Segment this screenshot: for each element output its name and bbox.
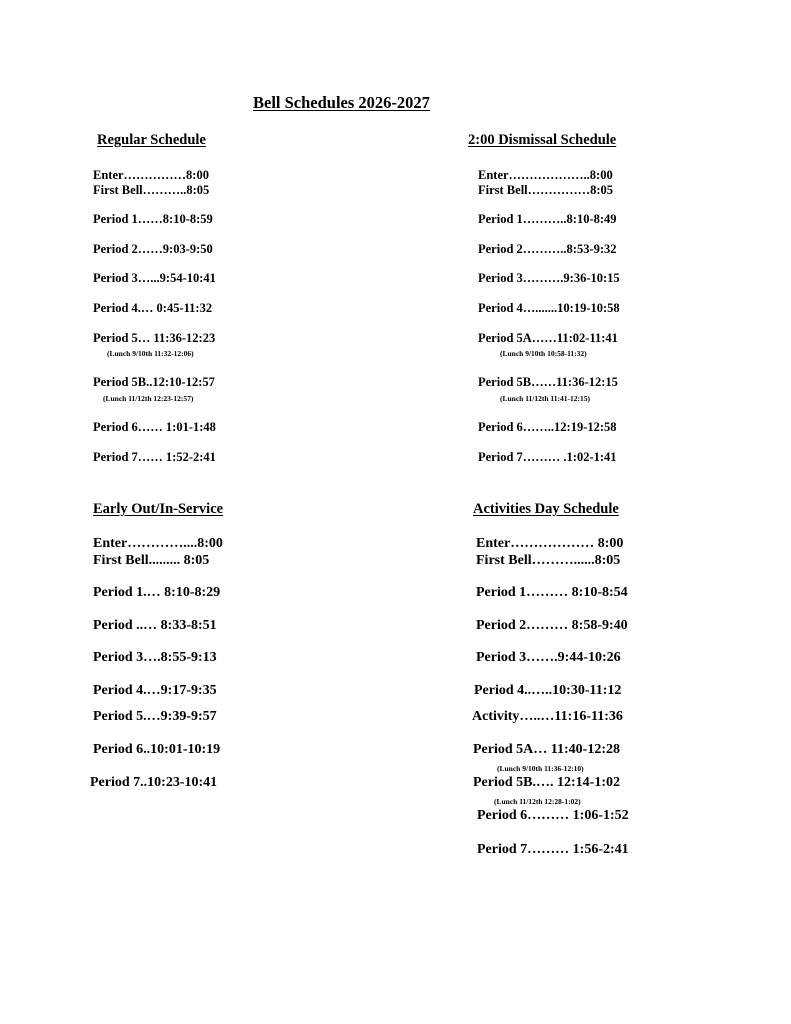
section-heading-dismissal: 2:00 Dismissal Schedule [468,132,617,148]
page-title: Bell Schedules 2026-2027 [253,93,430,112]
schedule-row: Period 6..10:01-10:19 [93,742,221,757]
schedule-row: Period ..… 8:33-8:51 [93,618,217,633]
schedule-row: Period 7……… 1:56-2:41 [477,842,629,857]
schedule-row: First Bell......... 8:05 [93,553,210,568]
schedule-row: Period 1.… 8:10-8:29 [93,585,221,600]
schedule-row: First Bell………......8:05 [476,553,621,568]
schedule-row: Period 4….......10:19-10:58 [478,301,620,315]
schedule-row: Enter…………....8:00 [93,536,223,551]
schedule-row: Period 2……… 8:58-9:40 [476,618,628,633]
schedule-row: First Bell………..8:05 [93,183,210,197]
schedule-row: Period 1………..8:10-8:49 [478,212,617,226]
lunch-note: (Lunch 9/10th 11:32-12:06) [107,349,194,358]
schedule-row: First Bell……………8:05 [478,183,614,197]
schedule-row: Period 3….8:55-9:13 [93,650,217,665]
schedule-row: Period 7..10:23-10:41 [90,775,218,790]
schedule-row: Period 1……8:10-8:59 [93,212,213,226]
schedule-row: Period 1……… 8:10-8:54 [476,585,628,600]
schedule-row: Period 5.…9:39-9:57 [93,709,217,724]
lunch-note: (Lunch 11/12th 12:28-1:02) [494,797,581,806]
schedule-row: Period 4.…9:17-9:35 [93,683,217,698]
schedule-row: Period 3…...9:54-10:41 [93,271,216,285]
schedule-row: Period 3……….9:36-10:15 [478,271,620,285]
schedule-row: Period 5A… 11:40-12:28 [473,742,620,757]
schedule-row: Period 2………..8:53-9:32 [478,242,617,256]
schedule-row: Period 6…… 1:01-1:48 [93,420,216,434]
schedule-row: Enter……………… 8:00 [476,536,624,551]
schedule-row: Period 5A……11:02-11:41 [478,331,618,345]
section-heading-early-out: Early Out/In-Service [93,501,224,517]
schedule-row: Period 5B..12:10-12:57 [93,375,215,389]
schedule-row: Period 5B……11:36-12:15 [478,375,618,389]
lunch-note: (Lunch 11/12th 12:23-12:57) [103,394,194,403]
lunch-note: (Lunch 11/12th 11:41-12:15) [500,394,591,403]
schedule-row: Period 7……… .1:02-1:41 [478,450,617,464]
lunch-note: (Lunch 9/10th 11:36-12:10) [497,764,584,773]
lunch-note: (Lunch 9/10th 10:58-11:32) [500,349,587,358]
schedule-row: Period 6……… 1:06-1:52 [477,808,629,823]
schedule-row: Period 4..…..10:30-11:12 [474,683,622,698]
schedule-row: Enter……………8:00 [93,168,209,182]
section-heading-regular: Regular Schedule [97,132,206,148]
schedule-row: Activity…..…11:16-11:36 [472,709,623,724]
schedule-row: Period 3…….9:44-10:26 [476,650,621,665]
schedule-row: Period 4.… 0:45-11:32 [93,301,213,315]
schedule-row: Period 5B.…. 12:14-1:02 [473,775,620,790]
schedule-row: Period 5… 11:36-12:23 [93,331,216,345]
schedule-row: Period 7…… 1:52-2:41 [93,450,216,464]
schedule-row: Period 6……..12:19-12:58 [478,420,617,434]
schedule-row: Period 2……9:03-9:50 [93,242,213,256]
schedule-row: Enter………………..8:00 [478,168,613,182]
section-heading-activities: Activities Day Schedule [473,501,619,517]
